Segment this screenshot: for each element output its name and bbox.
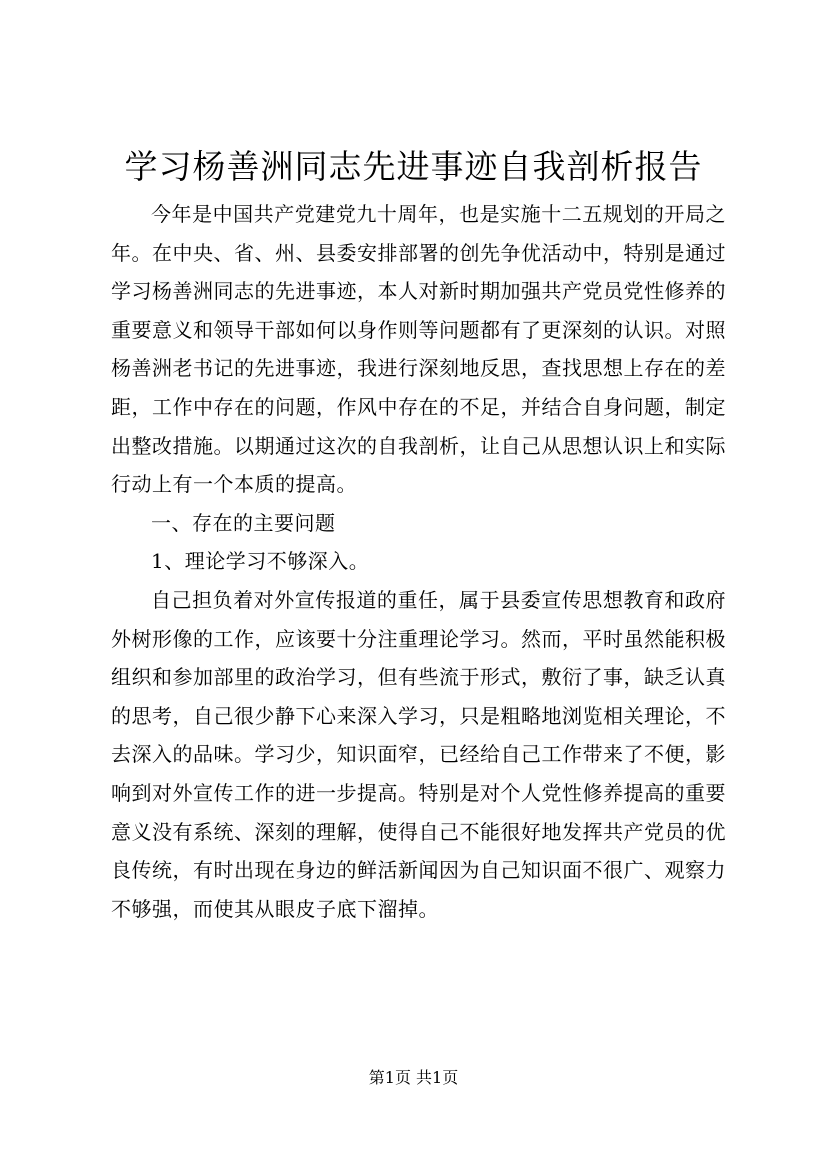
document-title: 学习杨善洲同志先进事迹自我剖析报告 <box>124 147 703 186</box>
document-body <box>111 195 726 928</box>
subsection-heading: 1、理论学习不够深入。 <box>151 549 370 574</box>
paragraph-theory-study: 自己担负着对外宣传报道的重任，属于县委宣传思想教育和政府外树形像的工作，应该要十分注重理论学习。然而，平时虽然能积极组织和参加部里的政治学习，但有些流于形式，敷衍了事，缺乏认真的思考，自己很少静下心来深入学习，只是粗略地浏览相关理论，不去深入的品味。学习少，知识面窄，已经给自己工作带来了不便，影响到对外宣传工作的进一步提高。特别是对个人党性修养提高的重要意义没有系统、深刻的理解，使得自己不能很好地发挥共产党员的优良传统，有时出现在身边的鲜活新闻因为自己知识面不很广、观察力不够强，而使其从眼皮子底下溜掉。 <box>111 587 726 921</box>
section-heading: 一、存在的主要问题 <box>151 510 336 535</box>
page-footer: 第1页 共1页 <box>368 1068 459 1087</box>
paragraph-intro: 今年是中国共产党建党九十周年，也是实施十二五规划的开局之年。在中央、省、州、县委安排部署的创先争优活动中，特别是通过学习杨善洲同志的先进事迹，本人对新时期加强共产党员党性修养的重要意义和领导干部如何以身作则等问题都有了更深刻的认识。对照杨善洲老书记的先进事迹，我进行深刻地反思，查找思想上存在的差距，工作中存在的问题，作风中存在的不足，并结合自身问题，制定出整改措施。以期通过这次的自我剖析，让自己从思想认识上和实际行动上有一个本质的提高。 <box>111 202 726 497</box>
